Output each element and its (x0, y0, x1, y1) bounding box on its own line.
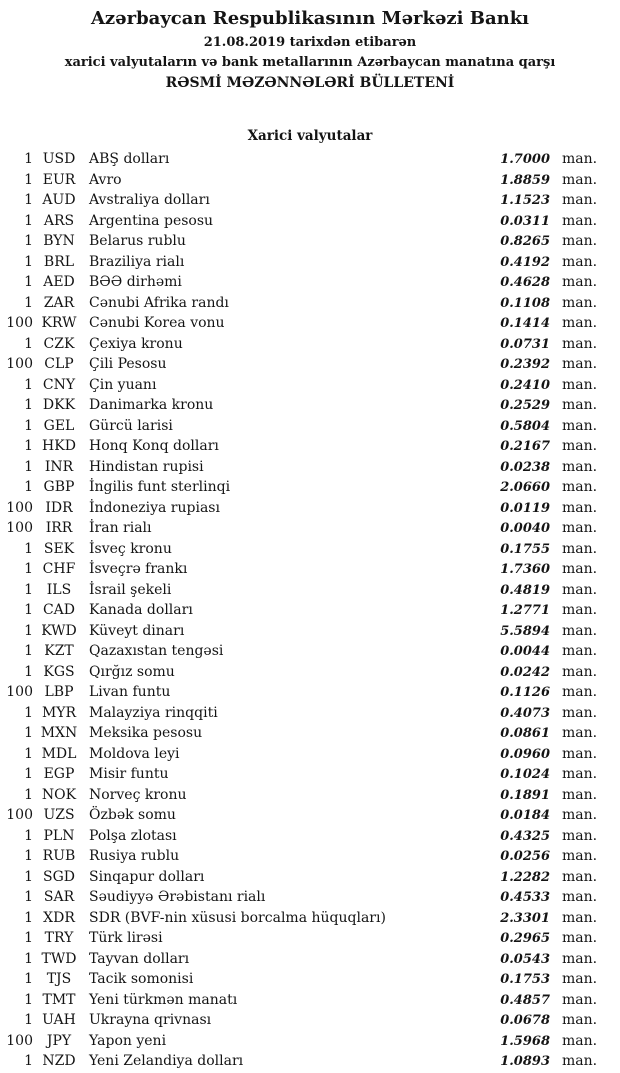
nominal-amount: 1 (24, 827, 33, 844)
table-row (0, 867, 620, 888)
rate-value: 0.0311 (500, 213, 550, 229)
currency-name: Çin yuanı (89, 376, 157, 393)
nominal-amount: 1 (24, 1053, 33, 1069)
nominal-amount: 1 (24, 786, 33, 803)
currency-name: Hindistan rupisi (89, 458, 204, 475)
rate-value: 0.4073 (500, 705, 550, 721)
table-row (0, 416, 620, 437)
rate-value: 0.4819 (500, 582, 550, 598)
nominal-amount: 1 (24, 438, 33, 454)
currency-code: XDR (43, 909, 75, 926)
rate-value: 0.8265 (500, 234, 550, 249)
currency-code: SAR (43, 889, 75, 905)
table-row (0, 293, 620, 314)
currency-code: CNY (42, 376, 76, 393)
currency-code: SGD (43, 868, 75, 885)
rate-unit: man. (562, 663, 598, 680)
table-row (0, 928, 620, 949)
rate-value: 0.0184 (500, 808, 550, 823)
rate-unit: man. (562, 745, 598, 762)
rate-unit: man. (562, 253, 598, 270)
currency-name: İndoneziya rupiası (89, 499, 220, 516)
currency-code: INR (44, 458, 74, 475)
currency-name: Qazaxıstan tengəsi (89, 643, 224, 659)
currency-rate-table (0, 149, 620, 1072)
table-row (0, 539, 620, 560)
nominal-amount: 1 (24, 540, 33, 557)
rate-unit: man. (562, 725, 598, 741)
nominal-amount: 1 (24, 848, 33, 864)
currency-name: Səudiyyə Ərəbistanı rialı (89, 889, 266, 905)
rate-value: 0.2392 (500, 357, 550, 372)
table-row (0, 395, 620, 416)
nominal-amount: 1 (24, 397, 33, 413)
nominal-amount: 1 (24, 622, 33, 639)
currency-code: KWD (41, 622, 77, 639)
rate-value: 0.1024 (500, 767, 550, 782)
nominal-amount: 1 (24, 458, 33, 475)
currency-name: Belarus rublu (89, 233, 186, 249)
nominal-amount: 1 (24, 889, 33, 905)
table-row (0, 744, 620, 765)
currency-code: UAH (42, 1012, 76, 1028)
rate-value: 0.4192 (500, 254, 550, 270)
rate-value: 0.5804 (500, 418, 550, 434)
table-row (0, 969, 620, 990)
nominal-amount: 1 (24, 171, 33, 188)
rate-value: 5.5894 (500, 623, 550, 639)
nominal-amount: 1 (24, 151, 33, 167)
rate-value: 1.0893 (500, 1054, 550, 1069)
nominal-amount: 1 (24, 212, 33, 229)
currency-code: NOK (41, 786, 77, 803)
currency-name: Yeni Zelandiya dolları (89, 1053, 244, 1069)
rate-unit: man. (562, 499, 598, 516)
rate-value: 1.1523 (500, 193, 550, 208)
rate-value: 0.0543 (500, 951, 550, 967)
rate-value: 0.1753 (500, 972, 550, 987)
rate-unit: man. (562, 335, 598, 352)
rate-value: 0.1755 (500, 541, 550, 557)
bulletin-title-line: RƏSMİ MƏZƏNNƏLƏRİ BÜLLETENİ (165, 75, 455, 91)
rate-unit: man. (562, 212, 598, 229)
currency-name: ABŞ dolları (89, 151, 170, 167)
rate-value: 1.2771 (500, 603, 550, 618)
bank-title: Azərbaycan Respublikasının Mərkəzi Bankı (90, 8, 530, 29)
currency-name: İsveçrə frankı (89, 561, 188, 577)
rate-value: 0.0678 (500, 1013, 550, 1028)
currency-code: SEK (43, 540, 75, 557)
currency-name: Braziliya rialı (89, 253, 185, 270)
rate-unit: man. (562, 581, 598, 598)
rate-unit: man. (562, 192, 598, 208)
nominal-amount: 1 (24, 294, 33, 311)
currency-name: Rusiya rublu (89, 848, 180, 864)
rate-value: 0.2167 (500, 439, 550, 454)
rate-value: 0.1414 (500, 316, 550, 331)
rate-value: 0.0119 (500, 500, 550, 516)
currency-name: Danimarka kronu (89, 397, 214, 413)
rate-value: 0.1126 (500, 685, 550, 700)
rate-value: 2.0660 (500, 480, 550, 495)
currency-code: EGP (43, 766, 75, 782)
currency-code: PLN (43, 827, 75, 844)
rate-unit: man. (562, 294, 598, 311)
rate-unit: man. (562, 1053, 598, 1069)
rate-unit: man. (562, 233, 598, 249)
rate-value: 0.4325 (500, 828, 550, 844)
table-row (0, 662, 620, 683)
nominal-amount: 1 (24, 253, 33, 270)
currency-name: BƏƏ dirhəmi (89, 274, 182, 290)
currency-code: USD (42, 151, 76, 167)
table-row (0, 785, 620, 806)
nominal-amount: 100 (6, 520, 33, 536)
table-row (0, 805, 620, 826)
currency-name: Argentina pesosu (89, 212, 214, 229)
table-row (0, 231, 620, 252)
rate-unit: man. (562, 417, 598, 434)
table-row (0, 846, 620, 867)
rate-unit: man. (562, 376, 598, 393)
rate-value: 0.0238 (500, 459, 550, 475)
table-row (0, 457, 620, 478)
currency-code: AUD (42, 192, 76, 208)
currency-name: SDR (BVF-nin xüsusi borcalma hüquqları) (89, 909, 386, 926)
rate-value: 0.0861 (500, 726, 550, 741)
table-row (0, 1051, 620, 1072)
currency-name: Norveç kronu (89, 786, 187, 803)
nominal-amount: 1 (24, 909, 33, 926)
nominal-amount: 1 (24, 950, 33, 967)
currency-code: LBP (44, 684, 74, 700)
table-row (0, 600, 620, 621)
currency-code: IRR (45, 520, 73, 536)
currency-name: Kanada dolları (89, 602, 193, 618)
rate-value: 0.4628 (500, 275, 550, 290)
rate-unit: man. (562, 684, 598, 700)
currency-code: JPY (46, 1032, 72, 1049)
rate-unit: man. (562, 315, 598, 331)
nominal-amount: 1 (24, 704, 33, 721)
nominal-amount: 1 (24, 663, 33, 680)
nominal-amount: 100 (6, 684, 33, 700)
nominal-amount: 1 (24, 274, 33, 290)
rate-value: 0.2965 (500, 931, 550, 946)
currency-name: Honq Konq dolları (89, 438, 219, 454)
nominal-amount: 1 (24, 971, 33, 987)
currency-code: MYR (41, 704, 77, 721)
rate-value: 0.0256 (500, 849, 550, 864)
table-row (0, 149, 620, 170)
currency-name: Özbək somu (89, 807, 176, 823)
rate-value: 0.0960 (500, 746, 550, 762)
currency-name: Ukrayna qrivnası (89, 1012, 212, 1028)
rate-value: 0.1108 (500, 295, 550, 311)
rate-unit: man. (562, 889, 598, 905)
rate-unit: man. (562, 766, 598, 782)
currency-name: Sinqapur dolları (89, 868, 205, 885)
nominal-amount: 1 (24, 581, 33, 598)
rate-unit: man. (562, 438, 598, 454)
currency-name: Malayziya rinqqiti (89, 704, 218, 721)
table-row (0, 313, 620, 334)
nominal-amount: 100 (6, 1032, 33, 1049)
currency-code: DKK (42, 397, 76, 413)
nominal-amount: 1 (24, 868, 33, 885)
rate-unit: man. (562, 520, 598, 536)
currency-code: ILS (46, 581, 72, 598)
nominal-amount: 1 (24, 930, 33, 946)
table-row (0, 272, 620, 293)
currency-code: GBP (43, 479, 75, 495)
currency-code: CLP (44, 356, 74, 372)
currency-code: KRW (41, 315, 77, 331)
currency-name: Misir funtu (89, 766, 169, 782)
table-row (0, 559, 620, 580)
currency-name: Cənubi Afrika randı (89, 294, 229, 311)
rate-value: 0.4533 (500, 890, 550, 905)
nominal-amount: 1 (24, 725, 33, 741)
currency-code: TJS (46, 971, 72, 987)
subject-line: xarici valyutaların və bank metallarının Azərbaycan manatına qarşı (64, 55, 556, 70)
table-row (0, 1010, 620, 1031)
currency-code: TRY (44, 930, 74, 946)
effective-date-line: 21.08.2019 tarixdən etibarən (203, 35, 417, 50)
table-row (0, 498, 620, 519)
currency-code: CZK (43, 335, 75, 352)
nominal-amount: 1 (24, 643, 33, 659)
nominal-amount: 1 (24, 479, 33, 495)
table-row (0, 949, 620, 970)
currency-name: Polşa zlotası (89, 827, 177, 844)
table-row (0, 887, 620, 908)
currency-name: İsveç kronu (89, 540, 172, 557)
rate-unit: man. (562, 622, 598, 639)
currency-name: Yeni türkmən manatı (89, 991, 238, 1008)
rate-value: 0.0242 (500, 664, 550, 680)
currency-code: MXN (40, 725, 78, 741)
currency-name: İran rialı (89, 520, 152, 536)
rate-unit: man. (562, 827, 598, 844)
currency-name: Çili Pesosu (89, 356, 167, 372)
table-row (0, 477, 620, 498)
rate-unit: man. (562, 356, 598, 372)
rate-unit: man. (562, 991, 598, 1008)
currency-code: EUR (42, 171, 76, 188)
nominal-amount: 100 (6, 807, 33, 823)
currency-name: İngilis funt sterlinqi (89, 479, 231, 495)
nominal-amount: 1 (24, 561, 33, 577)
rate-value: 0.4857 (500, 992, 550, 1008)
table-row (0, 703, 620, 724)
currency-code: TWD (41, 950, 77, 967)
rate-value: 0.0044 (500, 644, 550, 659)
table-row (0, 908, 620, 929)
currency-name: Avstraliya dolları (89, 192, 210, 208)
nominal-amount: 100 (6, 356, 33, 372)
table-row (0, 211, 620, 232)
rate-unit: man. (562, 479, 598, 495)
currency-name: Tayvan dolları (89, 950, 190, 967)
currency-code: RUB (42, 848, 76, 864)
rate-unit: man. (562, 848, 598, 864)
currency-name: Tacik somonisi (89, 971, 194, 987)
currency-code: AED (43, 274, 75, 290)
bulletin-header (0, 0, 620, 94)
rate-unit: man. (562, 1032, 598, 1049)
nominal-amount: 100 (6, 315, 33, 331)
currency-name: Moldova leyi (89, 745, 180, 762)
currency-name: Türk lirəsi (89, 930, 163, 946)
currency-name: Çexiya kronu (89, 335, 183, 352)
section-title-foreign-currencies: Xarici valyutalar (247, 128, 373, 144)
nominal-amount: 1 (24, 991, 33, 1008)
currency-code: ZAR (43, 294, 75, 311)
nominal-amount: 1 (24, 602, 33, 618)
rate-unit: man. (562, 807, 598, 823)
nominal-amount: 1 (24, 376, 33, 393)
table-row (0, 252, 620, 273)
rate-unit: man. (562, 602, 598, 618)
rate-value: 0.0731 (500, 336, 550, 352)
nominal-amount: 1 (24, 233, 33, 249)
currency-code: HKD (42, 438, 76, 454)
currency-name: İsrail şekeli (89, 581, 172, 598)
table-row (0, 621, 620, 642)
currency-code: KZT (44, 643, 74, 659)
rate-value: 1.5968 (500, 1033, 550, 1049)
table-row (0, 723, 620, 744)
currency-code: ARS (43, 212, 75, 229)
rate-value: 2.3301 (500, 910, 550, 926)
rate-unit: man. (562, 397, 598, 413)
table-row (0, 641, 620, 662)
rate-unit: man. (562, 930, 598, 946)
currency-code: NZD (42, 1053, 76, 1069)
rate-value: 1.7360 (500, 562, 550, 577)
nominal-amount: 100 (6, 499, 33, 516)
rate-unit: man. (562, 704, 598, 721)
rate-unit: man. (562, 540, 598, 557)
currency-code: CHF (42, 561, 76, 577)
currency-name: Gürcü larisi (89, 417, 173, 434)
table-row (0, 826, 620, 847)
currency-name: Meksika pesosu (89, 725, 203, 741)
table-row (0, 190, 620, 211)
nominal-amount: 1 (24, 766, 33, 782)
rate-value: 1.2282 (500, 869, 550, 885)
rate-unit: man. (562, 458, 598, 475)
currency-name: Cənubi Korea vonu (89, 315, 225, 331)
currency-code: UZS (43, 807, 75, 823)
rate-unit: man. (562, 171, 598, 188)
rate-value: 1.8859 (500, 172, 550, 188)
currency-name: Qırğız somu (89, 663, 175, 680)
rate-value: 0.2529 (500, 398, 550, 413)
currency-name: Avro (89, 171, 122, 188)
rate-unit: man. (562, 151, 598, 167)
table-row (0, 990, 620, 1011)
currency-code: CAD (42, 602, 76, 618)
rate-value: 1.7000 (500, 152, 550, 167)
currency-code: BYN (43, 233, 75, 249)
table-row (0, 436, 620, 457)
rate-unit: man. (562, 971, 598, 987)
nominal-amount: 1 (24, 1012, 33, 1028)
rate-unit: man. (562, 643, 598, 659)
table-row (0, 170, 620, 191)
currency-code: GEL (43, 417, 75, 434)
currency-name: Yapon yeni (89, 1032, 167, 1049)
rate-unit: man. (562, 786, 598, 803)
nominal-amount: 1 (24, 417, 33, 434)
rate-unit: man. (562, 274, 598, 290)
rate-value: 0.0040 (500, 521, 550, 536)
nominal-amount: 1 (24, 192, 33, 208)
nominal-amount: 1 (24, 745, 33, 762)
rate-unit: man. (562, 909, 598, 926)
table-row (0, 334, 620, 355)
table-row (0, 518, 620, 539)
currency-code: BRL (43, 253, 75, 270)
rate-unit: man. (562, 1012, 598, 1028)
currency-name: Livan funtu (89, 684, 171, 700)
nominal-amount: 1 (24, 335, 33, 352)
currency-name: Küveyt dinarı (89, 622, 185, 639)
table-row (0, 682, 620, 703)
rate-value: 0.1891 (500, 787, 550, 803)
currency-code: TMT (42, 991, 76, 1008)
rate-unit: man. (562, 561, 598, 577)
rate-value: 0.2410 (500, 377, 550, 393)
rate-unit: man. (562, 868, 598, 885)
table-row (0, 375, 620, 396)
currency-code: KGS (43, 663, 75, 680)
currency-code: MDL (41, 745, 77, 762)
table-row (0, 580, 620, 601)
table-row (0, 764, 620, 785)
rate-unit: man. (562, 950, 598, 967)
currency-code: IDR (45, 499, 73, 516)
table-row (0, 354, 620, 375)
table-row (0, 1031, 620, 1052)
